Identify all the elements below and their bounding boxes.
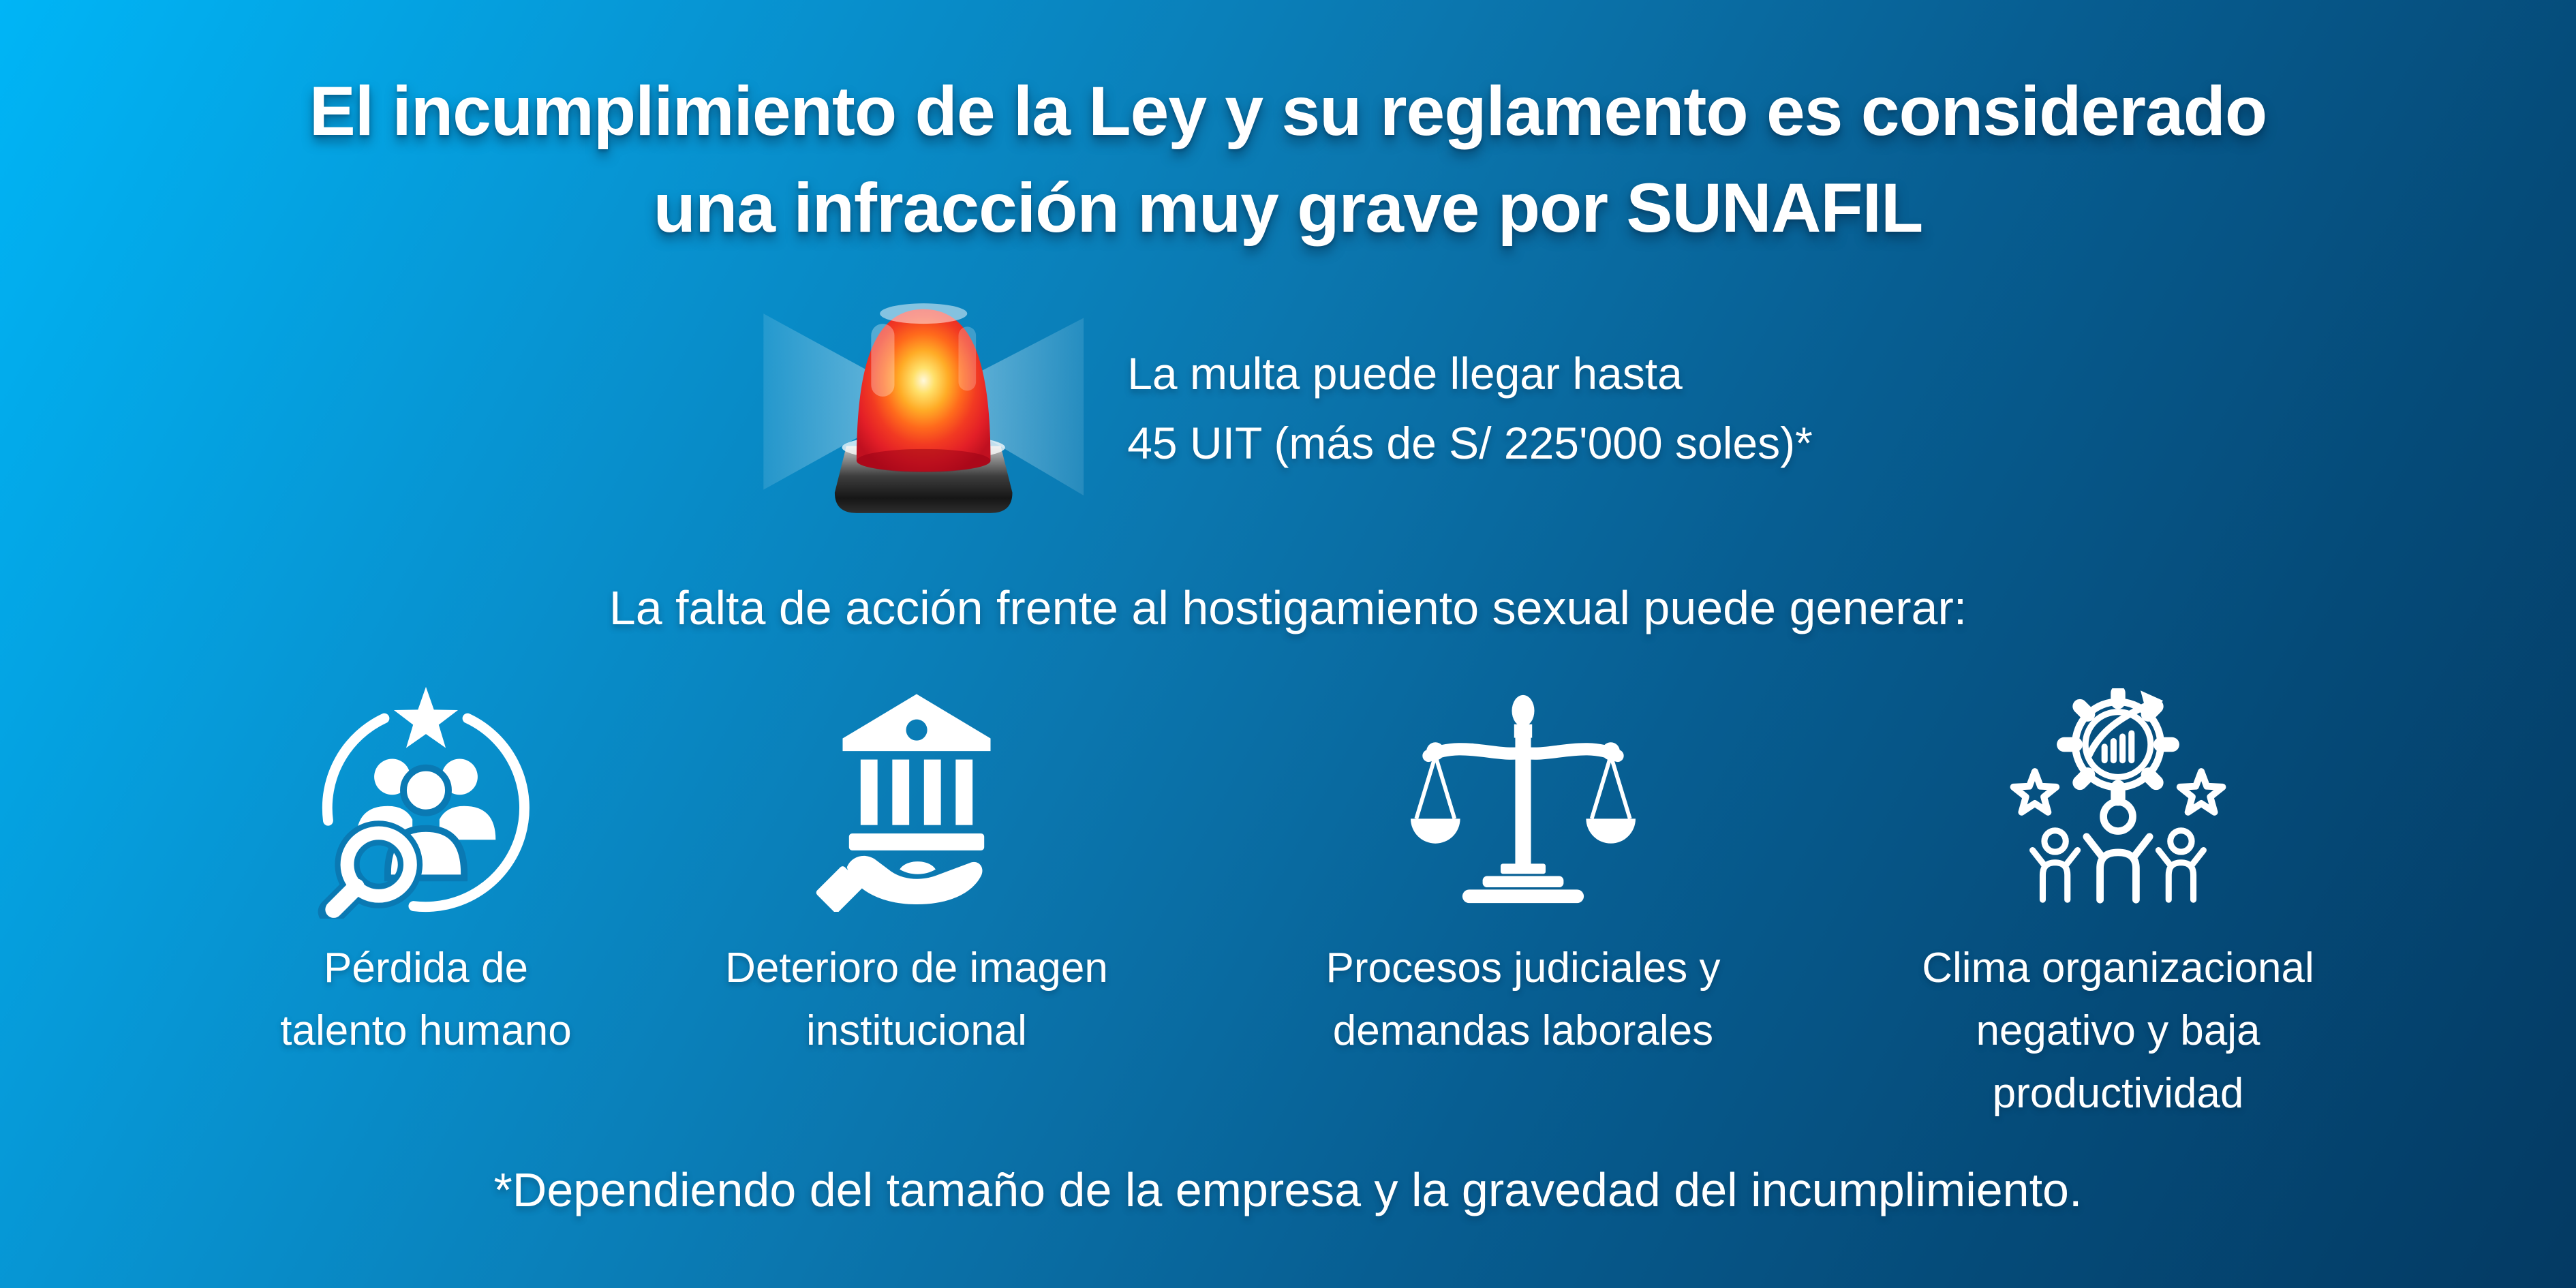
siren-icon [763,292,1084,525]
caption-climate-line-2: negativo y baja [1976,1007,2260,1054]
caption-talent-line-2: talento humano [280,1007,572,1054]
caption-justice-line-1: Procesos judiciales y [1325,945,1721,992]
caption-climate-line-3: productividad [1992,1070,2244,1117]
caption-institution-line-1: Deterioro de imagen [725,945,1108,992]
title-line-2: una infracción muy grave por SUNAFIL [653,169,1923,247]
org-climate-people-icon-box [2006,683,2230,918]
fine-text-line-1: La multa puede llegar hasta [1127,348,1683,399]
caption-talent-line-1: Pérdida de [324,945,528,992]
title-line-1: El incumplimiento de la Ley y su reglamento es considerado [309,72,2267,150]
caption-justice-line-2: demandas laborales [1332,1007,1714,1054]
consequence-column-justice [1257,683,1789,1062]
talent-search-icon-box [313,683,538,918]
fine-callout [763,292,1813,525]
talent-search-icon [313,682,538,919]
caption-climate-line-1: Clima organizacional [1922,945,2314,992]
caption-institution [725,937,1108,1062]
justice-scales-icon-box [1411,683,1636,918]
justice-scales-icon [1411,688,1636,913]
consequence-column-talent [160,683,692,1062]
institution-hand-icon [811,690,1022,912]
caption-justice [1326,937,1721,1062]
consequence-column-institution [651,683,1182,1062]
org-climate-people-icon [2006,688,2230,913]
institution-hand-icon-box [811,683,1022,918]
consequence-column-climate [1852,683,2384,1125]
fine-text-line-2: 45 UIT (más de S/ 225'000 soles)* [1127,418,1813,468]
caption-institution-line-2: institucional [806,1007,1027,1054]
caption-talent [280,937,571,1062]
consequences-intro: La falta de acción frente al hostigamiento sexual puede generar: [609,581,1967,634]
footnote: *Dependiendo del tamaño de la empresa y la gravedad del incumplimiento. [493,1163,2083,1216]
fine-text [1127,339,1813,478]
caption-climate [1922,937,2314,1125]
main-title [0,63,2576,256]
